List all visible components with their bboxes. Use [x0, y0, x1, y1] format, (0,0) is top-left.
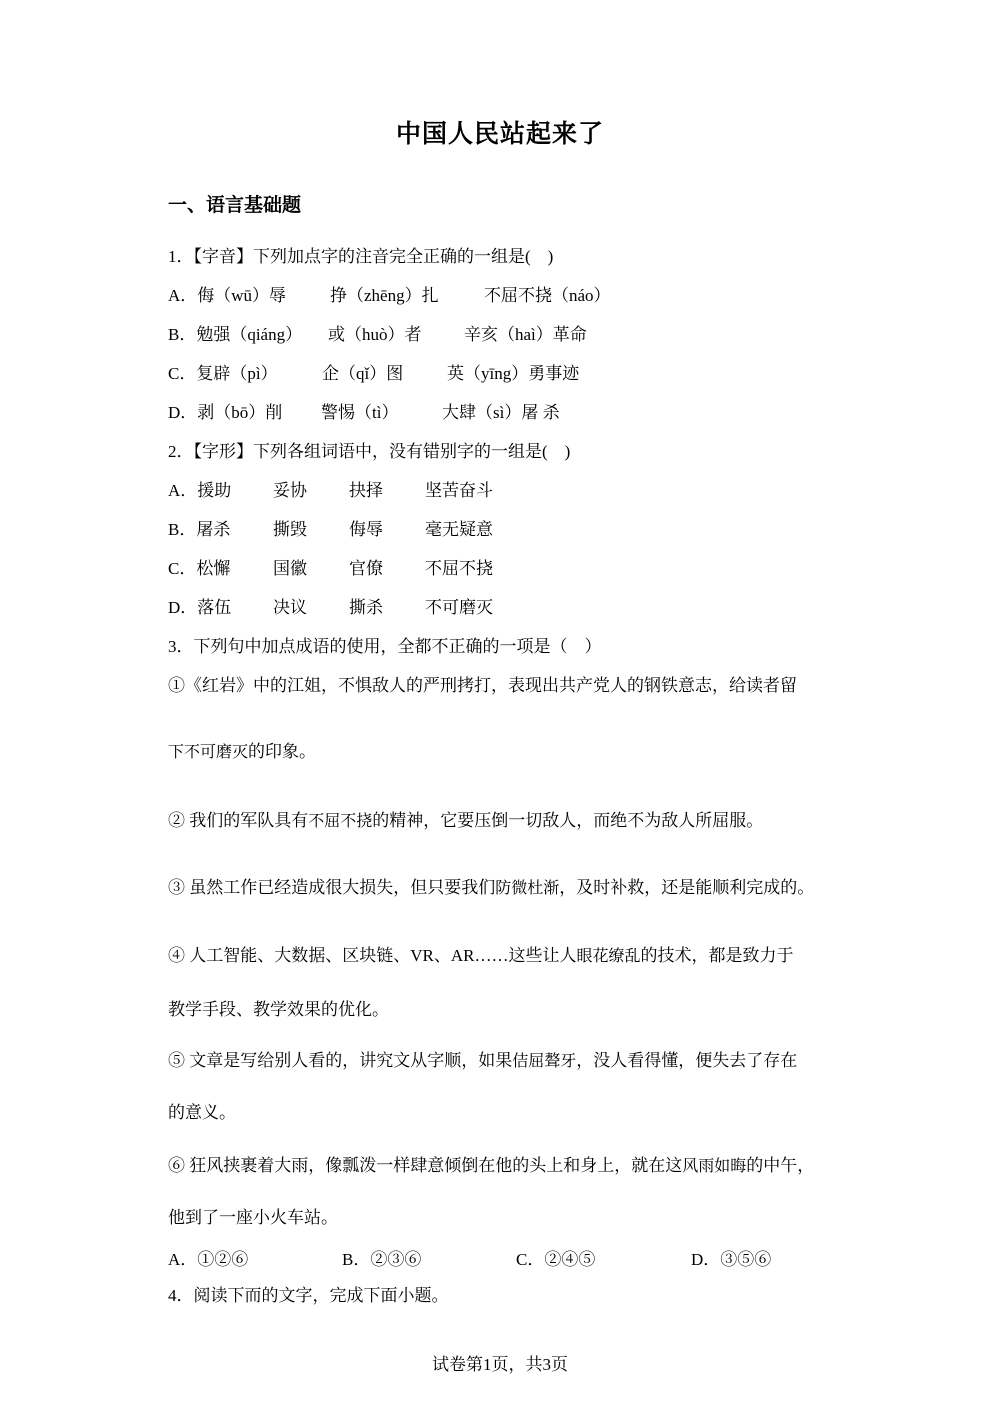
- sentence-text: ，及时补救，还是能顺利完成的。: [559, 878, 815, 897]
- idiom: 下不可磨灭: [168, 742, 249, 761]
- sentence-text: 的精神，它要压倒一切敌人，而绝不为敌人所屈服。: [372, 811, 764, 830]
- q2-option-b: [168, 518, 493, 542]
- page-title: 中国人民站起来了: [395, 119, 604, 148]
- sentence-text: 的技术，都是致力于: [640, 946, 794, 965]
- q3-sentence-6: [168, 1154, 814, 1178]
- option-part: 抉择: [349, 481, 383, 500]
- sentence-text: ③ 虽然工作已经造成很大损失，但只要我们: [168, 878, 496, 897]
- option-part: D．落伍: [168, 598, 232, 617]
- q1-option-b: [168, 323, 587, 347]
- option-part: 国徽: [273, 559, 307, 578]
- option-part: 坚苦奋斗: [425, 481, 493, 500]
- idiom: 防微杜渐: [495, 878, 560, 897]
- q3-option-c: C．②④⑤: [516, 1250, 596, 1269]
- option-part: 不屈不挠（náo）: [484, 286, 611, 305]
- question-3-stem: 3．下列句中加点成语的使用，全都不正确的一项是（ ）: [168, 637, 602, 656]
- option-part: A．援助: [168, 481, 232, 500]
- option-part: 不屈不挠: [425, 559, 493, 578]
- option-part: 警惕（tì）: [321, 403, 399, 422]
- q3-sentence-3: [168, 876, 814, 900]
- sentence-text: ② 我们的军队具有: [168, 811, 309, 830]
- q3-sentence-6-cont: 他到了一座小火车站。: [168, 1208, 338, 1227]
- option-part: 妥协: [273, 481, 307, 500]
- q3-sentence-4: [168, 944, 794, 968]
- q2-option-a: [168, 479, 493, 503]
- option-part: 官僚: [349, 559, 383, 578]
- option-part: 撕毁: [273, 520, 307, 539]
- section-heading: 一、语言基础题: [168, 194, 302, 216]
- q3-option-a: A．①②⑥: [168, 1250, 249, 1269]
- option-part: 辛亥（haì）革命: [464, 325, 587, 344]
- question-4-stem: 4．阅读下而的文字，完成下面小题。: [168, 1286, 449, 1305]
- option-part: C．复辟（pì）: [168, 364, 278, 383]
- option-part: 英（yīng）勇事迹: [447, 364, 580, 383]
- q3-sentence-1-cont: [168, 740, 316, 764]
- option-part: 侮辱: [349, 520, 383, 539]
- page-footer: 试卷第1页，共3页: [432, 1355, 568, 1374]
- option-part: D．剥（bō）削: [168, 403, 283, 422]
- option-part: 挣（zhēng）扎: [330, 286, 439, 305]
- idiom: 眼花缭乱: [576, 946, 641, 965]
- sentence-text: 的中午，: [746, 1156, 815, 1175]
- q3-sentence-4-cont: 教学手段、教学效果的优化。: [168, 1000, 389, 1019]
- sentence-text: ④ 人工智能、大数据、区块链、VR、AR……这些让人: [168, 946, 577, 965]
- sentence-text: ⑤ 文章是写给别人看的，讲究文从字顺，如果: [168, 1051, 513, 1070]
- q1-option-c: [168, 362, 579, 386]
- option-part: 大肆（sì）屠 杀: [442, 403, 560, 422]
- question-1-stem: 1．【字音】下列加点字的注音完全正确的一组是( ): [168, 247, 554, 266]
- q3-sentence-1: ①《红岩》中的江姐，不惧敌人的严刑拷打，表现出共产党人的钢铁意志，给读者留: [168, 676, 797, 695]
- q2-option-c: [168, 557, 493, 581]
- idiom: 不屈不挠: [308, 811, 373, 830]
- option-part: C．松懈: [168, 559, 231, 578]
- question-2-stem: 2．【字形】下列各组词语中，没有错别字的一组是( ): [168, 442, 571, 461]
- q3-sentence-5-cont: 的意义。: [168, 1103, 236, 1122]
- option-part: A．侮（wū）辱: [168, 286, 287, 305]
- option-part: B．勉强（qiáng）: [168, 325, 303, 344]
- q2-option-d: [168, 596, 493, 620]
- sentence-text: ，没人看得懂，便失去了存在: [576, 1051, 798, 1070]
- option-part: 或（huò）者: [328, 325, 422, 344]
- sentence-text: 的印象。: [248, 742, 317, 761]
- idiom: 风雨如晦: [682, 1156, 747, 1175]
- sentence-text: ⑥ 狂风挟裹着大雨，像瓢泼一样肆意倾倒在他的头上和身上，就在这: [168, 1156, 683, 1175]
- option-part: 企（qǐ）图: [322, 364, 404, 383]
- q3-option-b: B．②③⑥: [342, 1250, 422, 1269]
- option-part: 毫无疑意: [425, 520, 493, 539]
- q1-option-d: [168, 401, 560, 425]
- option-part: B．屠杀: [168, 520, 231, 539]
- q3-sentence-2: [168, 809, 763, 833]
- q3-sentence-5: [168, 1049, 797, 1073]
- option-part: 撕杀: [349, 598, 383, 617]
- option-part: 不可磨灭: [425, 598, 493, 617]
- idiom: 佶屈聱牙: [512, 1051, 577, 1070]
- q1-option-a: [168, 284, 611, 308]
- q3-option-d: D．③⑤⑥: [691, 1250, 772, 1269]
- option-part: 决议: [273, 598, 307, 617]
